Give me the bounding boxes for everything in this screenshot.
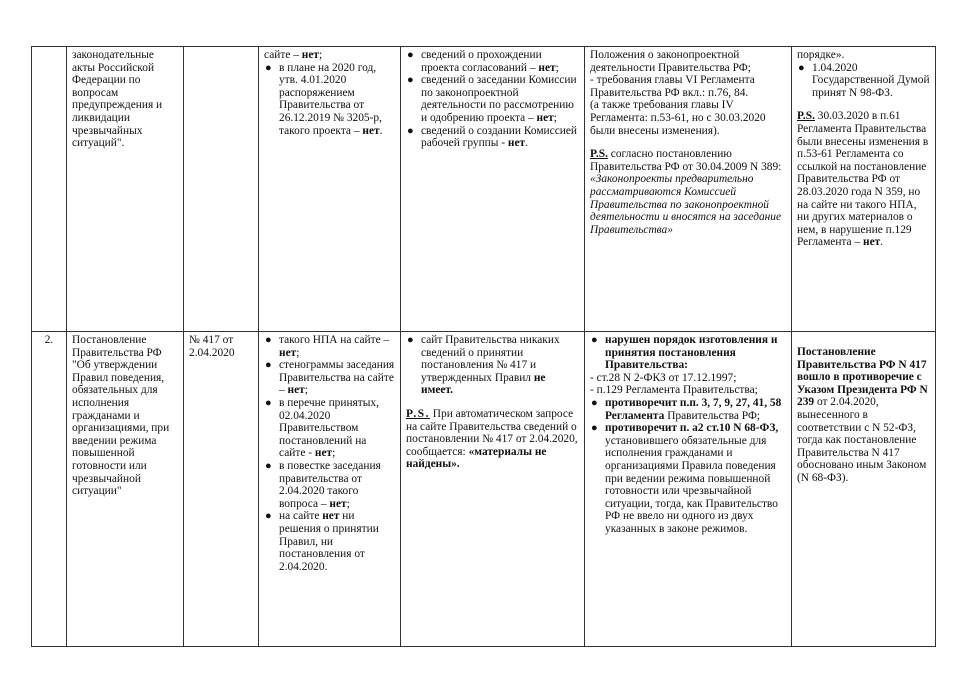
bullet-icon: ● [591, 396, 598, 409]
list-item: ● нарушен порядок изготовления и принятия постановления Правительства: [591, 334, 778, 372]
government-info-list [406, 334, 579, 397]
act-name-cell: законодательные акты Российской Федерации по вопросам предупреждения и ликвидации чрезвычайных ситуаций". [67, 47, 184, 332]
bullet-icon: ● [407, 49, 414, 61]
site-info-cell [259, 47, 401, 332]
list-item: ● сайт Правительства никаких сведений о принятии постановления № 417 и утвержденных Правил не имеет. [407, 334, 560, 397]
list-item: ● в перечне принятых, 02.04.2020 Правительством постановлений на сайте - нет; [265, 396, 379, 460]
government-info-list [406, 49, 579, 150]
violation-list [590, 397, 786, 536]
violation-cell [585, 332, 792, 647]
bullet-icon: ● [407, 334, 414, 346]
list-item: ● противоречит п.п. 3, 7, 9, 27, 41, 58 Регламента Правительства РФ; [591, 396, 782, 422]
list-item: ● сведений о прохождении проекта согласований – нет; [407, 49, 559, 74]
violation-text: - ст.28 N 2-ФКЗ от 17.12.1997; [590, 371, 737, 384]
bullet-icon: ● [798, 61, 805, 74]
list-item: ● 1.04.2020 Государственной Думой принят N 98-ФЗ. [798, 61, 930, 99]
violation-text: - п.129 Регламента Правительства; [590, 384, 758, 397]
row-number [32, 47, 67, 332]
note-text: порядке». [797, 49, 845, 61]
row-number: 2. [32, 332, 67, 647]
government-info-cell [401, 332, 585, 647]
list-item: ● стенограммы заседания Правительства на сайте – нет; [265, 359, 395, 397]
government-info-cell [401, 47, 585, 332]
list-item: ● сведений о заседании Комиссии по законопроектной деятельности по рассмотрению и одобрению проекта – нет; [407, 74, 577, 124]
violation-text: (а также требования главы IV Регламента: п.53-61, но с 30.03.2020 были внесены изменения). [590, 99, 766, 137]
list-item: ● на сайте нет ни решения о принятии Правил, ни постановления от 2.04.2020. [265, 510, 379, 573]
registration-cell: № 417 от 2.04.2020 [184, 332, 259, 647]
registration-cell [184, 47, 259, 332]
bullet-icon: ● [407, 74, 414, 87]
violation-text: Положения о законопроектной деятельности Правительства РФ; [590, 49, 751, 74]
table-row [32, 332, 936, 647]
list-item: ● такого НПА на сайте – нет; [265, 334, 390, 359]
violation-text: - требования главы VI Регламента Правительства РФ вкл.: п.76, 84. [590, 74, 755, 99]
bullet-icon: ● [265, 334, 272, 346]
bullet-icon: ● [265, 396, 272, 409]
table-row [32, 47, 936, 332]
list-item: ● в плане на 2020 год, утв. 4.01.2020 распоряжением Правительства от 26.12.2019 № 3205-р, такого проекта – нет. [265, 61, 383, 137]
document-table [31, 46, 936, 647]
note-cell [792, 332, 936, 647]
violation-list [590, 334, 786, 372]
bullet-icon: ● [591, 334, 598, 346]
site-info-cell [259, 332, 401, 647]
note-ps: P.S. 30.03.2020 в п.61 Регламента Правительства были внесены изменения в п.53-61 Регламента со ссылкой на постановление Правительства РФ от 28.03.2020 года N 359, но на сайте ни такого НПА, ни других материалов о нем, в нарушение п.129 Регламента – нет. [797, 110, 929, 249]
violation-ps: P.S. согласно постановлению Правительства РФ от 30.04.2009 N 389: [590, 148, 782, 173]
act-name-cell: Постановление Правительства РФ "Об утверждении Правил поведения, обязательных для исполнения гражданами и организациями, при введении режима повышенной готовности или чрезвычайной ситуации" [67, 332, 184, 647]
bullet-icon: ● [265, 459, 272, 472]
note-list [797, 62, 930, 100]
bullet-icon: ● [265, 359, 272, 372]
violation-quote: «Законопроекты предварительно рассматриваются Комиссией Правительства по законопроектной деятельности и вносятся на заседание Правительства» [590, 173, 782, 236]
site-item-text: сайте – нет; [264, 49, 323, 61]
bullet-icon: ● [265, 61, 272, 74]
government-ps: P.S. При автоматическом запросе на сайте Правительства сведений о постановлении № 417 от 2.04.2020, сообщается: «материалы не найдены». [406, 407, 578, 471]
violation-cell [585, 47, 792, 332]
site-info-list [264, 334, 395, 573]
list-item: ● сведений о создании Комиссией рабочей группы - нет. [407, 124, 578, 150]
list-item: ● в повестке заседания правительства от 2.04.2020 такого вопроса – нет; [265, 459, 381, 510]
bullet-icon: ● [407, 124, 414, 137]
note-text: Постановление Правительства РФ N 417 вошло в противоречие с Указом Президента РФ N 239 от 2.04.2020, вынесенного в соответствии с N 52-ФЗ, тогда как постановление Правительства N 417 обосновано иным Законом (N 68-ФЗ). [797, 346, 928, 484]
bullet-icon: ● [591, 422, 598, 435]
note-cell [792, 47, 936, 332]
site-info-list [264, 62, 395, 138]
list-item: ● противоречит п. а2 ст.10 N 68-ФЗ, установившего обязательные для исполнения гражданами и организациями Правила поведения при ведении режима повышенной готовности или чрезвычайной ситуации, тогда, как Правительство РФ не ввело ни одного из двух указанных в законе режимов. [591, 422, 779, 535]
bullet-icon: ● [265, 510, 272, 523]
